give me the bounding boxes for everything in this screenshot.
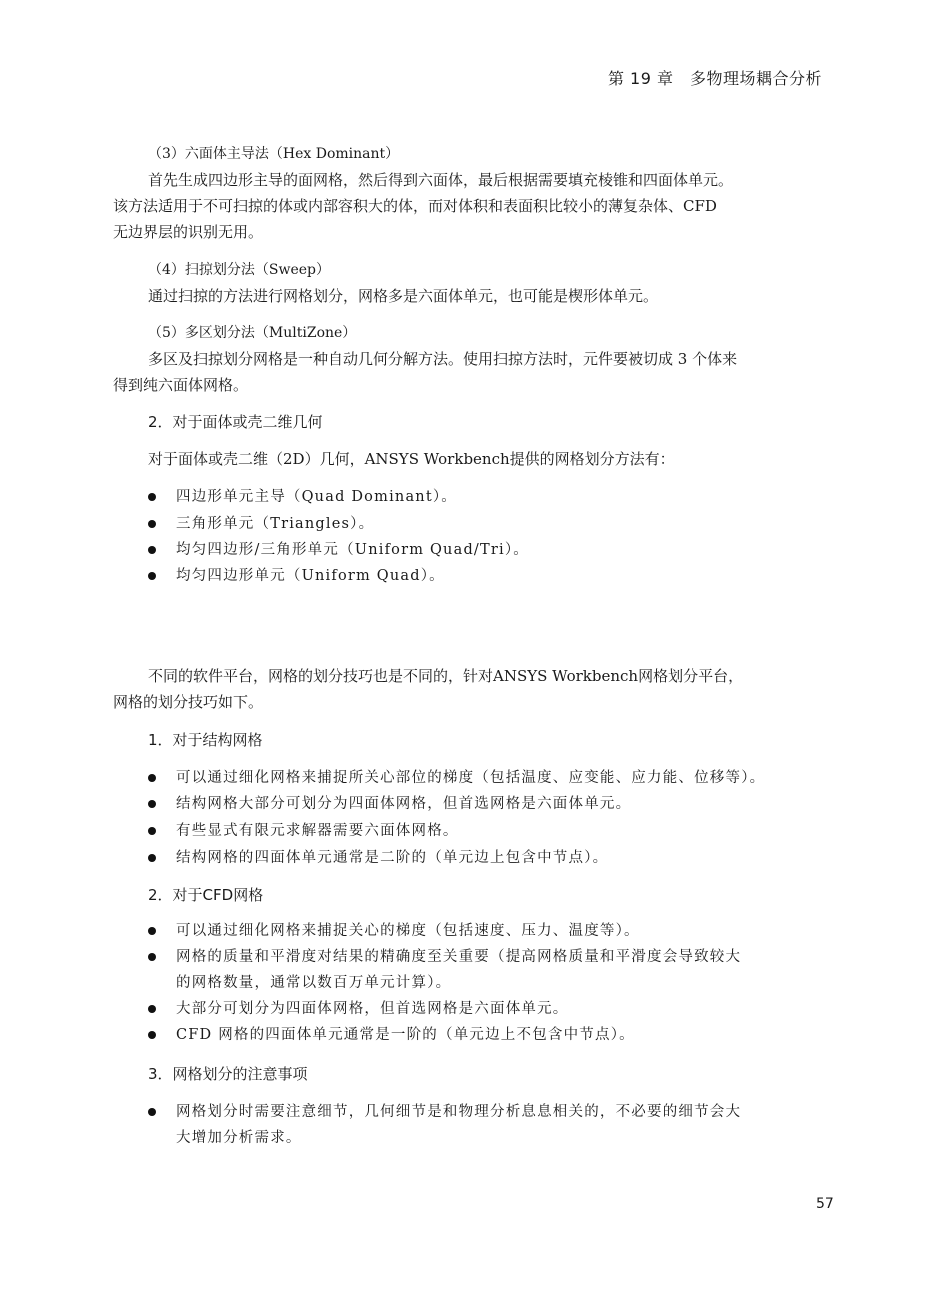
bullet-icon (148, 953, 156, 961)
document-page: 第 19 章 多物理场耦合分析 （3）六面体主导法（Hex Dominant） 首先生成四边形主导的面网格，然后得到六面体，最后根据需要填充棱锥和四面体单元。 该方法适用于不可扫掠的体或内部容积大的体，而对体积和表面积比较小的薄复杂体、CFD 无边界层的识别无用。 （4）扫掠划分法（Sweep） 通过扫掠的方法进行网格划分，网格多是六面体单元，也可能是楔形体单元。 （5）多区划分法（MultiZone） 多区及扫掠划分网格是一种自动几何分解方法。使用扫掠方法时，元件要被切成 3 个体来 得到纯六面体网格。 2．对于面体或壳二维几何 对于面体或壳二维（2D）几何，ANSYS Workbench提供的网格划分方法有： 四边形单元主导（Quad Dominant）。 三角形单元（Triangles）。 均匀四边形/三角形单元（Uniform Quad/Tri）。 均匀四边形单元（Uniform Quad）。 不同的软件平台，网格的划分技巧也是不同的，针对ANSYS Workbench网格划分平台， 网格的划分技巧如下。 1．对于结构网格 可以通过细化网格来捕捉所关心部位的梯度（包括温度、应变能、应力能、位移等）。 结构网格大部分可划分为四面体网格，但首选网格是六面体单元。 有些显式有限元求解器需要六面体网格。 结构网格的四面体单元通常是二阶的（单元边上包含中节点）。 2．对于CFD网格 可以通过细化网格来捕捉关心的梯度（包括速度、压力、温度等）。 网格的质量和平滑度对结果的精确度至关重要（提高网格质量和平滑度会导致较大 的网格数量，通常以数百万单元计算）。 大部分可划分为四面体网格，但首选网格是六面体单元。 CFD 网格的四面体单元通常是一阶的（单元边上不包含中节点）。 3．网格划分的注意事项 网格划分时需要注意细节，几何细节是和物理分析息息相关的，不必要的细节会大 大增加分析需求。 57 (0, 0, 950, 1290)
bullet-icon (148, 1005, 156, 1013)
subheading-multizone: （5）多区划分法（MultiZone） (148, 325, 357, 341)
bullet-icon (148, 520, 156, 528)
page-number: 57 (816, 1196, 834, 1212)
section-heading-structural-mesh: 1．对于结构网格 (148, 731, 263, 749)
bullet-icon (148, 1031, 156, 1039)
bullet-icon (148, 927, 156, 935)
section-heading-2d: 2．对于面体或壳二维几何 (148, 413, 323, 431)
section-heading-meshing-notes: 3．网格划分的注意事项 (148, 1065, 308, 1083)
bullet-icon (148, 546, 156, 554)
bullet-icon (148, 827, 156, 835)
paragraph-line: 对于面体或壳二维（2D）几何，ANSYS Workbench提供的网格划分方法有： (148, 450, 675, 468)
paragraph-line: 得到纯六面体网格。 (113, 376, 249, 394)
bullet-icon (148, 493, 156, 501)
paragraph-line: 通过扫掠的方法进行网格划分，网格多是六面体单元，也可能是楔形体单元。 (148, 287, 659, 305)
bullet-icon (148, 800, 156, 808)
bullet-icon (148, 854, 156, 862)
section-heading-cfd-mesh: 2．对于CFD网格 (148, 886, 264, 904)
subheading-sweep: （4）扫掠划分法（Sweep） (148, 262, 331, 278)
subheading-hex-dominant: （3）六面体主导法（Hex Dominant） (148, 146, 400, 162)
chapter-header: 第 19 章 多物理场耦合分析 (607, 69, 822, 88)
paragraph-line: 不同的软件平台，网格的划分技巧也是不同的，针对ANSYS Workbench网格划分平台， (148, 667, 744, 685)
list-item-continuation: 的网格数量，通常以数百万单元计算）。 (176, 975, 452, 991)
bullet-icon (148, 572, 156, 580)
bullet-icon (148, 774, 156, 782)
paragraph-line: 无边界层的识别无用。 (113, 223, 264, 241)
paragraph-line: 该方法适用于不可扫掠的体或内部容积大的体，而对体积和表面积比较小的薄复杂体、CFD (113, 197, 717, 215)
list-item-continuation: 大增加分析需求。 (176, 1130, 302, 1146)
paragraph-line: 网格的划分技巧如下。 (113, 693, 264, 711)
bullet-icon (148, 1108, 156, 1116)
paragraph-line: 首先生成四边形主导的面网格，然后得到六面体，最后根据需要填充棱锥和四面体单元。 (148, 171, 734, 189)
paragraph-line: 多区及扫掠划分网格是一种自动几何分解方法。使用扫掠方法时，元件要被切成 3 个体来 (148, 350, 738, 368)
